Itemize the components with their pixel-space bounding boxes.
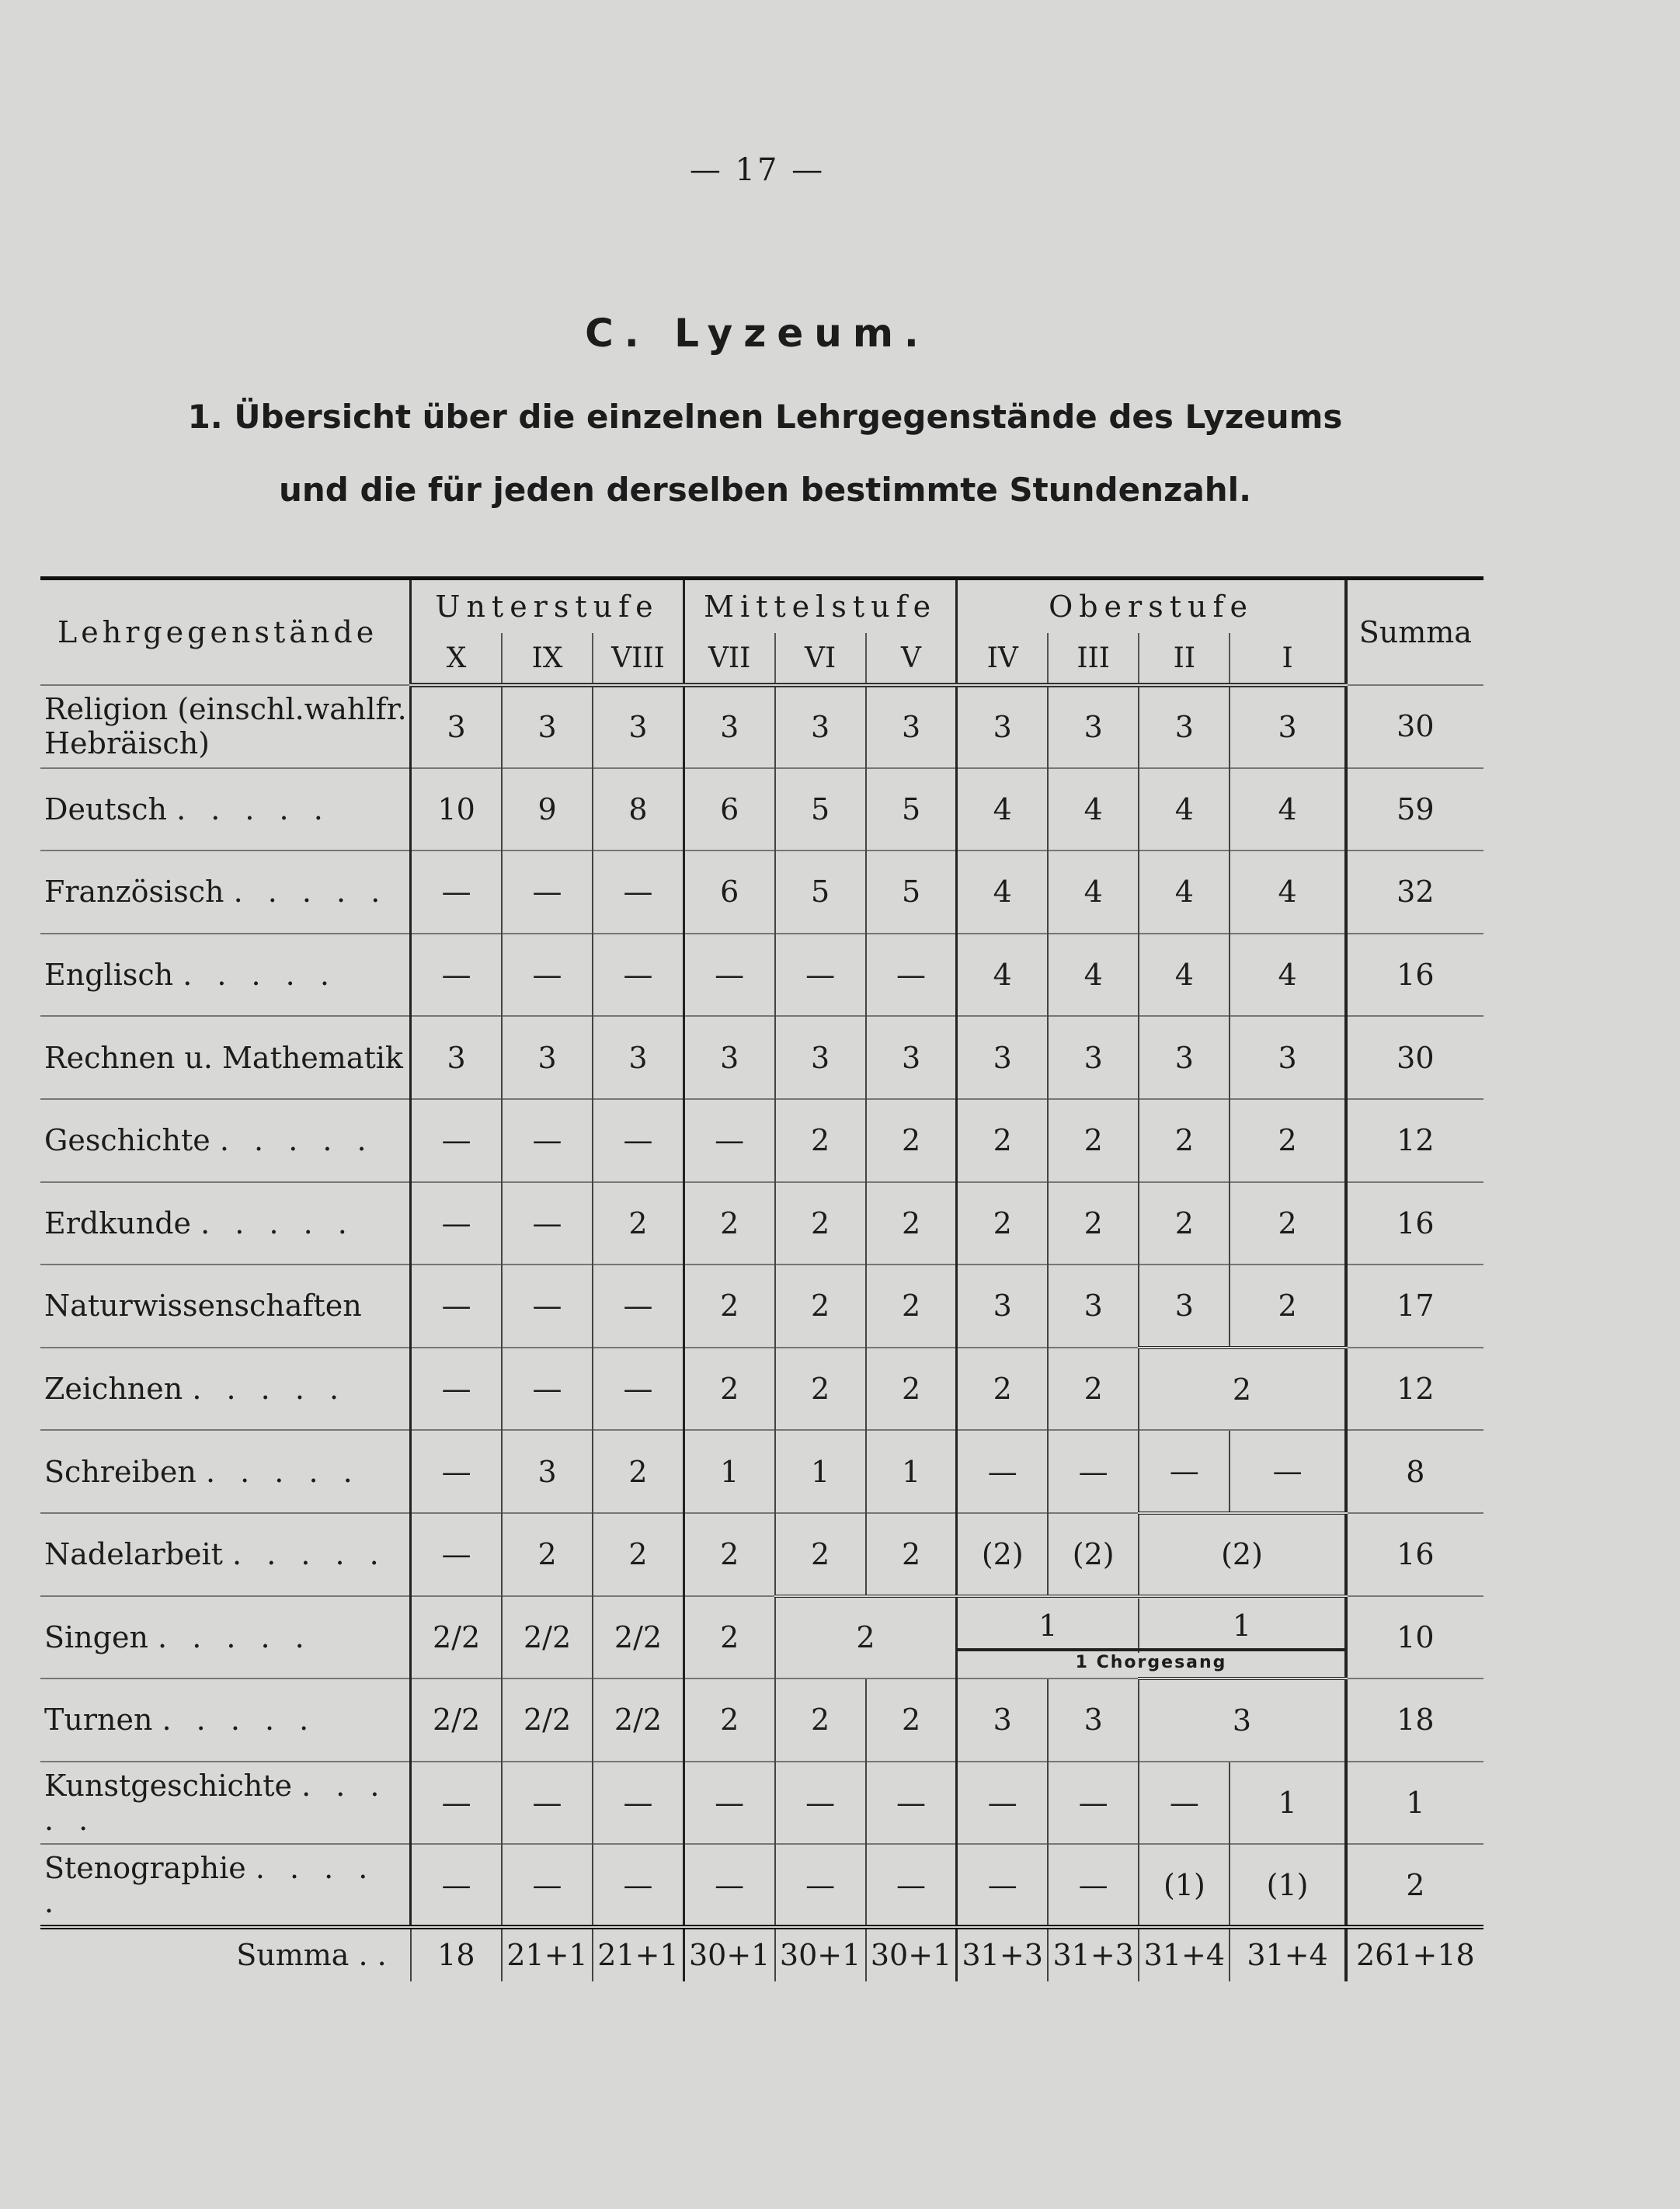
- hours-cell: 3: [866, 1016, 957, 1099]
- hours-cell: 2: [866, 1513, 957, 1596]
- hours-cell: 2: [683, 1513, 774, 1596]
- hours-cell: 2: [775, 1678, 866, 1762]
- hours-cell: 3: [1139, 685, 1230, 768]
- total-cell: 30+1: [866, 1927, 957, 1981]
- hours-cell: 2: [957, 1182, 1048, 1265]
- class-header: I: [1230, 633, 1345, 685]
- hours-cell: —: [411, 1099, 502, 1182]
- subject-cell: [40, 1762, 411, 1845]
- table-row: [40, 1596, 1483, 1679]
- hours-cell: 1: [775, 1430, 866, 1513]
- table-row: [40, 1265, 1483, 1348]
- hours-cell: —: [593, 1844, 683, 1927]
- total-row: [40, 1927, 1483, 1981]
- row-sum-cell: 10: [1346, 1596, 1483, 1679]
- hours-cell: 3: [502, 685, 593, 768]
- hours-cell: 6: [683, 768, 774, 851]
- hours-cell: —: [411, 1348, 502, 1431]
- class-header: III: [1048, 633, 1139, 685]
- total-cell: 21+1: [502, 1927, 593, 1981]
- row-sum-cell: 30: [1346, 1016, 1483, 1099]
- table-row: [40, 1182, 1483, 1265]
- total-cell: 18: [411, 1927, 502, 1981]
- hours-cell: 3: [593, 685, 683, 768]
- subtitle-line-2: und die für jeden derselben bestimmte Stundenzahl.: [278, 471, 1252, 509]
- hours-cell: 5: [866, 768, 957, 851]
- hours-cell: 3: [775, 1016, 866, 1099]
- hours-cell: —: [866, 934, 957, 1017]
- hours-cell: —: [411, 1182, 502, 1265]
- hours-cell: 2: [593, 1513, 683, 1596]
- total-cell: 31+4: [1139, 1927, 1230, 1981]
- group-header-oberstufe: Oberstufe: [1049, 590, 1254, 624]
- hours-cell: 3: [957, 685, 1048, 768]
- hours-cell: 10: [411, 768, 502, 851]
- subject-cell: [40, 1844, 411, 1927]
- leader-dots: . . . . .: [176, 791, 331, 826]
- table-row: [40, 768, 1483, 851]
- hours-cell: —: [411, 1844, 502, 1927]
- hours-cell: 3: [1048, 1016, 1139, 1099]
- hours-cell: 2: [1230, 1182, 1345, 1265]
- hours-cell: 3: [502, 1430, 593, 1513]
- table-row: [40, 1016, 1483, 1099]
- leader-dots: . . . . .: [219, 1123, 374, 1158]
- merged-hours-cell: (2): [1139, 1513, 1345, 1596]
- hours-cell: 2: [1230, 1099, 1345, 1182]
- row-sum-cell: 17: [1346, 1265, 1483, 1348]
- hours-cell: 2/2: [502, 1678, 593, 1762]
- hours-cell: —: [866, 1762, 957, 1845]
- hours-cell: 3: [411, 685, 502, 768]
- leader-dots: . . . . .: [232, 1537, 387, 1572]
- hours-cell: —: [957, 1430, 1048, 1513]
- class-header: IX: [502, 633, 593, 685]
- class-header: VII: [683, 633, 774, 685]
- hours-cell: 4: [957, 768, 1048, 851]
- total-cell: 31+3: [957, 1927, 1048, 1981]
- hours-cell: —: [593, 1762, 683, 1845]
- hours-cell: 2: [1048, 1182, 1139, 1265]
- hours-cell: 2: [683, 1182, 774, 1265]
- hours-cell: 2: [775, 1513, 866, 1596]
- hours-cell: 2: [1048, 1348, 1139, 1431]
- subject-cell: [40, 1596, 411, 1679]
- hours-cell: —: [957, 1762, 1048, 1845]
- group-header-unterstufe: Unterstufe: [411, 579, 684, 634]
- hours-cell: —: [502, 851, 593, 934]
- hours-cell: 2/2: [411, 1596, 502, 1679]
- hours-cell: 8: [593, 768, 683, 851]
- subject-cell: [40, 1678, 411, 1762]
- hours-cell: —: [1230, 1430, 1345, 1513]
- hours-cell: 2: [775, 1348, 866, 1431]
- table-row: [40, 1430, 1483, 1513]
- table-row: [40, 685, 1483, 768]
- row-sum-cell: 59: [1346, 768, 1483, 851]
- subject-label: Erdkunde: [44, 1205, 192, 1240]
- hours-cell: 2: [1048, 1099, 1139, 1182]
- subject-cell: [40, 934, 411, 1017]
- row-sum-cell: 2: [1346, 1844, 1483, 1927]
- sum-column-header: Summa: [1346, 579, 1483, 686]
- total-cell: 30+1: [683, 1927, 774, 1981]
- hours-cell: —: [775, 934, 866, 1017]
- hours-cell: 2/2: [593, 1678, 683, 1762]
- hours-cell: —: [411, 1430, 502, 1513]
- table-row: [40, 1844, 1483, 1927]
- merged-hours-cell: 1: [1138, 1598, 1344, 1653]
- singen-merged-groups: [958, 1598, 1344, 1653]
- hours-cell: —: [775, 1844, 866, 1927]
- row-sum-cell: 1: [1346, 1762, 1483, 1845]
- subject-label: Französisch: [44, 875, 224, 910]
- hours-cell: —: [683, 1099, 774, 1182]
- oberstufe-singen-cell: [957, 1596, 1346, 1679]
- hours-cell: —: [502, 1844, 593, 1927]
- hours-cell: 2: [683, 1348, 774, 1431]
- subject-label: Geschichte: [44, 1123, 210, 1158]
- subject-cell: [40, 1182, 411, 1265]
- table-row: [40, 1513, 1483, 1596]
- hours-cell: —: [957, 1844, 1048, 1927]
- merged-hours-cell: 2: [775, 1596, 957, 1679]
- class-header: V: [866, 633, 957, 685]
- hours-cell: 3: [957, 1678, 1048, 1762]
- subject-label: Zeichnen: [44, 1372, 183, 1407]
- subject-label: Nadelarbeit: [44, 1537, 223, 1572]
- hours-cell: 3: [683, 685, 774, 768]
- leader-dots: . . . . .: [44, 1850, 376, 1919]
- subject-cell: [40, 768, 411, 851]
- hours-cell: 5: [775, 768, 866, 851]
- class-header: VI: [775, 633, 866, 685]
- hours-cell: 4: [1230, 851, 1345, 934]
- row-sum-cell: 16: [1346, 1182, 1483, 1265]
- hours-cell: 4: [1139, 851, 1230, 934]
- hours-cell: 4: [957, 934, 1048, 1017]
- hours-cell: 2: [866, 1099, 957, 1182]
- merged-hours-cell: 3: [1139, 1678, 1345, 1762]
- hours-cell: 4: [1230, 934, 1345, 1017]
- merged-hours-cell: 1: [1038, 1608, 1058, 1643]
- leader-dots: . . . . .: [200, 1205, 355, 1240]
- hours-cell: 2: [775, 1099, 866, 1182]
- subject-cell: [40, 851, 411, 934]
- hours-cell: —: [502, 1182, 593, 1265]
- hours-cell: (2): [1048, 1513, 1139, 1596]
- hours-cell: —: [1048, 1430, 1139, 1513]
- row-sum-cell: 12: [1346, 1348, 1483, 1431]
- hours-cell: 2/2: [502, 1596, 593, 1679]
- hours-cell: (2): [957, 1513, 1048, 1596]
- hours-cell: 2: [502, 1513, 593, 1596]
- leader-dots: . . . . .: [162, 1703, 317, 1738]
- hours-cell: 3: [502, 1016, 593, 1099]
- hours-cell: —: [502, 1762, 593, 1845]
- subject-cell: [40, 1513, 411, 1596]
- subject-cell: [40, 1348, 411, 1431]
- hours-cell: —: [1139, 1430, 1230, 1513]
- leader-dots: . . . . .: [233, 875, 388, 910]
- hours-cell: 3: [683, 1016, 774, 1099]
- total-cell: 30+1: [775, 1927, 866, 1981]
- total-cell: 31+3: [1048, 1927, 1139, 1981]
- total-label: Summa . .: [40, 1927, 411, 1981]
- hours-cell: 3: [1230, 685, 1345, 768]
- subject-label: Kunstgeschichte: [44, 1769, 293, 1804]
- subject-label: Englisch: [44, 958, 174, 993]
- hours-cell: —: [411, 1265, 502, 1348]
- subject-cell: Naturwissenschaften: [40, 1265, 411, 1348]
- grand-total-cell: 261+18: [1346, 1927, 1483, 1981]
- hours-cell: —: [1048, 1844, 1139, 1927]
- hours-cell: 1: [683, 1430, 774, 1513]
- hours-cell: 2: [866, 1182, 957, 1265]
- hours-cell: 2: [593, 1182, 683, 1265]
- hours-cell: 3: [957, 1265, 1048, 1348]
- chorgesang-label: 1 Chorgesang: [958, 1648, 1344, 1672]
- hours-cell: (1): [1230, 1844, 1345, 1927]
- hours-cell: 2: [775, 1182, 866, 1265]
- page-number: — 17 —: [689, 152, 826, 188]
- row-sum-cell: 8: [1346, 1430, 1483, 1513]
- hours-cell: 2: [683, 1596, 774, 1679]
- hours-cell: 3: [1048, 685, 1139, 768]
- hours-cell: 6: [683, 851, 774, 934]
- table-row: [40, 1348, 1483, 1431]
- row-sum-cell: 16: [1346, 1513, 1483, 1596]
- hours-cell: —: [502, 934, 593, 1017]
- hours-cell: 1: [866, 1430, 957, 1513]
- row-sum-cell: 12: [1346, 1099, 1483, 1182]
- class-header: VIII: [593, 633, 683, 685]
- hours-cell: 2: [683, 1265, 774, 1348]
- table-row: [40, 1678, 1483, 1762]
- subtitle-line-1: 1. Übersicht über die einzelnen Lehrgegenstände des Lyzeums: [187, 398, 1343, 436]
- leader-dots: . . . . .: [192, 1372, 347, 1407]
- table-row: [40, 1762, 1483, 1845]
- hours-cell: 2: [593, 1430, 683, 1513]
- hours-cell: 2: [866, 1678, 957, 1762]
- merged-hours-cell: 2: [1139, 1348, 1345, 1431]
- hours-cell: —: [1139, 1762, 1230, 1845]
- hours-cell: 4: [1230, 768, 1345, 851]
- hours-cell: 2: [957, 1348, 1048, 1431]
- hours-cell: 3: [411, 1016, 502, 1099]
- hours-cell: —: [593, 1348, 683, 1431]
- class-header: IV: [957, 633, 1048, 685]
- hours-cell: —: [683, 934, 774, 1017]
- hours-cell: 2: [866, 1348, 957, 1431]
- leader-dots: . . . . .: [183, 958, 337, 993]
- table-row: [40, 1099, 1483, 1182]
- hours-cell: 3: [1139, 1016, 1230, 1099]
- hours-cell: 3: [1048, 1678, 1139, 1762]
- subject-cell: Religion (einschl.wahlfr. Hebräisch): [40, 685, 411, 768]
- hours-cell: 3: [1230, 1016, 1345, 1099]
- hours-cell: 2: [1230, 1265, 1345, 1348]
- hours-cell: 2: [957, 1099, 1048, 1182]
- row-sum-cell: 18: [1346, 1678, 1483, 1762]
- subject-label: Stenographie: [44, 1850, 246, 1885]
- row-sum-cell: 30: [1346, 685, 1483, 768]
- hours-cell: 4: [1048, 934, 1139, 1017]
- subject-label: Singen: [44, 1619, 148, 1654]
- lesson-hours-table: [40, 576, 1483, 1981]
- leader-dots: . . . . .: [44, 1769, 388, 1838]
- hours-cell: 2: [1139, 1182, 1230, 1265]
- total-label-text: Summa: [236, 1938, 350, 1973]
- hours-cell: 9: [502, 768, 593, 851]
- hours-cell: —: [502, 1348, 593, 1431]
- hours-cell: 3: [775, 685, 866, 768]
- hours-cell: 2: [775, 1265, 866, 1348]
- hours-cell: 2: [683, 1678, 774, 1762]
- total-cell: 31+4: [1230, 1927, 1345, 1981]
- row-sum-cell: 32: [1346, 851, 1483, 934]
- subject-cell: [40, 1099, 411, 1182]
- table-row: [40, 851, 1483, 934]
- subject-column-header: Lehrgegenstände: [40, 579, 411, 686]
- hours-cell: 2: [1139, 1099, 1230, 1182]
- hours-cell: —: [411, 851, 502, 934]
- row-sum-cell: 16: [1346, 934, 1483, 1017]
- hours-cell: —: [411, 1762, 502, 1845]
- hours-cell: 2: [866, 1265, 957, 1348]
- hours-cell: 4: [1139, 934, 1230, 1017]
- hours-cell: —: [593, 934, 683, 1017]
- total-cell: 21+1: [593, 1927, 683, 1981]
- hours-cell: 3: [1048, 1265, 1139, 1348]
- class-header: II: [1139, 633, 1230, 685]
- hours-cell: —: [411, 934, 502, 1017]
- table-row: [40, 934, 1483, 1017]
- leader-dots: . . . . .: [205, 1454, 360, 1489]
- hours-cell: —: [593, 1099, 683, 1182]
- hours-cell: 3: [593, 1016, 683, 1099]
- subject-label: Turnen: [44, 1703, 153, 1738]
- hours-cell: 4: [1048, 851, 1139, 934]
- section-title: C. Lyzeum.: [585, 311, 930, 356]
- hours-cell: —: [502, 1265, 593, 1348]
- hours-cell: 4: [1139, 768, 1230, 851]
- hours-cell: 1: [1230, 1762, 1345, 1845]
- hours-cell: —: [593, 851, 683, 934]
- hours-cell: 3: [957, 1016, 1048, 1099]
- class-header: X: [411, 633, 502, 685]
- hours-cell: —: [411, 1513, 502, 1596]
- hours-cell: 5: [775, 851, 866, 934]
- hours-cell: —: [1048, 1762, 1139, 1845]
- group-header-mittelstufe: Mittelstufe: [683, 579, 957, 634]
- hours-cell: —: [593, 1265, 683, 1348]
- hours-cell: —: [683, 1762, 774, 1845]
- hours-cell: 5: [866, 851, 957, 934]
- hours-cell: 4: [1048, 768, 1139, 851]
- hours-cell: —: [502, 1099, 593, 1182]
- subject-label: Schreiben: [44, 1454, 197, 1489]
- subject-cell: Rechnen u. Mathematik: [40, 1016, 411, 1099]
- hours-cell: 2/2: [593, 1596, 683, 1679]
- hours-cell: 4: [957, 851, 1048, 934]
- hours-cell: 3: [866, 685, 957, 768]
- leader-dots: . . . . .: [158, 1619, 312, 1654]
- subject-cell: [40, 1430, 411, 1513]
- hours-cell: 3: [1139, 1265, 1230, 1348]
- subject-label: Deutsch: [44, 791, 167, 826]
- hours-cell: —: [866, 1844, 957, 1927]
- hours-cell: 2/2: [411, 1678, 502, 1762]
- hours-cell: —: [775, 1762, 866, 1845]
- hours-cell: (1): [1139, 1844, 1230, 1927]
- hours-cell: —: [683, 1844, 774, 1927]
